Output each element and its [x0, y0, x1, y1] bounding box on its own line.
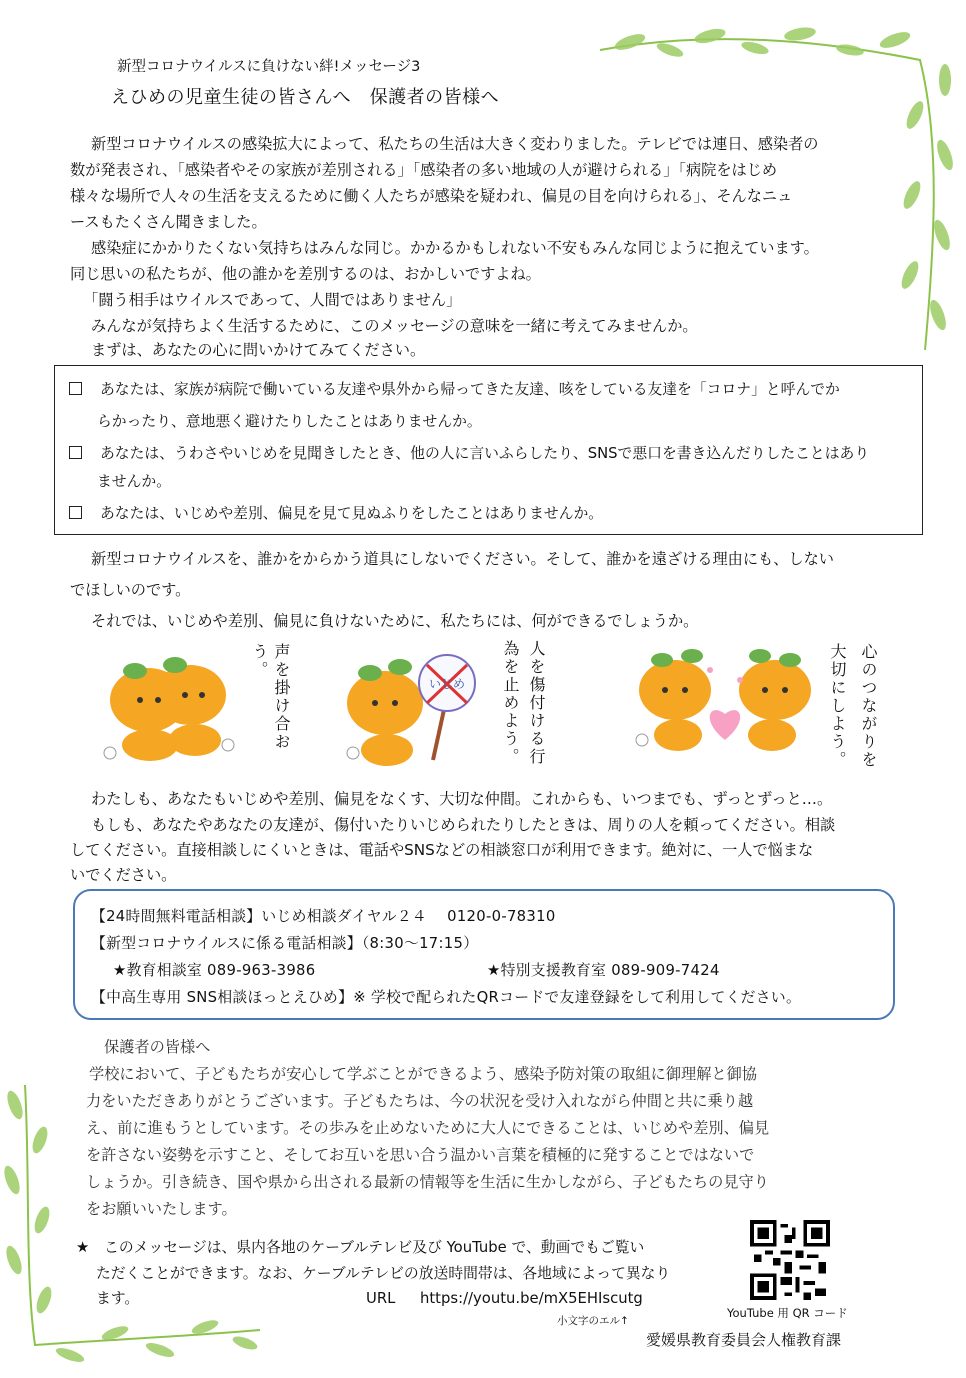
contact-sns: 【中高生専用 SNS相談ほっとえひめ】※ 学校で配られたQRコードで友達登録をして利用してください。 [91, 989, 802, 1006]
mascot-comfort-illustration [90, 645, 240, 765]
intro-line: まずは、あなたの心に問いかけてみてください。 [91, 341, 426, 359]
url-label: URL [366, 1290, 396, 1307]
mascot-stop-bullying-illustration [335, 645, 485, 770]
action-text-heart-l1: 心のつながりを [859, 643, 878, 769]
question-1-continued: らかったり、意地悪く避けたりしたことはありませんか。 [97, 413, 482, 430]
contact-education-counseling[interactable]: ★教育相談室 089-963-3986 [113, 962, 316, 979]
sign-label: いじめ [428, 677, 466, 691]
youtube-url-link[interactable]: https://youtu.be/mX5EHIscutg [420, 1290, 643, 1307]
parents-heading: 保護者の皆様へ [104, 1038, 211, 1056]
closing-line: もしも、あなたやあなたの友達が、傷付いたりいじめられたりしたときは、周りの人を頼ってください。相談 [91, 816, 836, 834]
contact-special-support[interactable]: ★特別支援教育室 089-909-7424 [487, 962, 720, 979]
checkbox-icon[interactable] [69, 446, 82, 459]
intro-line: ースもたくさん聞きました。 [70, 213, 267, 231]
qr-caption: YouTube 用 QR コード [727, 1306, 848, 1320]
self-check-box [54, 365, 923, 535]
action-text-speak: 声を掛け合おう。 [250, 643, 291, 751]
footer-note: ます。 [96, 1290, 140, 1307]
middle-line: でほしいのです。 [70, 581, 191, 599]
footer-note: ただくことができます。なお、ケーブルテレビの放送時間帯は、各地域によって異なり [96, 1265, 671, 1282]
question-1: あなたは、家族が病院で働いている友達や県外から帰ってきた友達、咳をしている友達を「コロナ」と呼んでか [69, 378, 840, 399]
action-text-stop-l2: 為を止めよう。 [501, 640, 520, 766]
checkbox-icon[interactable] [69, 506, 82, 519]
intro-line: 感染症にかかりたくない気持ちはみんな同じ。かかるかもしれない不安もみんな同じように抱えています。 [91, 239, 819, 257]
question-2: あなたは、うわさやいじめを見聞きしたとき、他の人に言いふらしたり、SNSで悪口を書き込んだりしたことはあり [69, 442, 869, 463]
middle-line: それでは、いじめや差別、偏見に負けないために、私たちには、何ができるでしょうか。 [91, 612, 699, 630]
action-text-stop-l1: 人を傷付ける行 [527, 640, 546, 766]
contact-info-box [73, 889, 895, 1020]
middle-line: 新型コロナウイルスを、誰かをからかう道具にしないでください。そして、誰かを遠ざける理由にも、しない [91, 550, 834, 568]
closing-line: わたしも、あなたもいじめや差別、偏見をなくす、大切な仲間。これからも、いつまでも、ずっとずっと…。 [91, 790, 833, 808]
checkbox-icon[interactable] [69, 382, 82, 395]
parents-line: しょうか。引き続き、国や県から出される最新の情報等を生活に生かしながら、子どもたちの見守り [86, 1173, 769, 1191]
intro-line: 数が発表され、「感染者やその家族が差別される」「感染者の多い地域の人が避けられる」「病院をはじめ [70, 161, 778, 179]
department-signature: 愛媛県教育委員会人権教育課 [646, 1331, 842, 1349]
contact-hotline-24h[interactable]: 【24時間無料電話相談】いじめ相談ダイヤル２４ 0120-0-78310 [91, 908, 556, 925]
closing-line: いでください。 [70, 866, 177, 884]
intro-line: 「闘う相手はウイルスであって、人間ではありません」 [83, 291, 462, 309]
intro-line: 同じ思いの私たちが、他の誰かを差別するのは、おかしいですよね。 [70, 265, 541, 283]
message-kicker: 新型コロナウイルスに負けない絆!メッセージ3 [117, 59, 421, 75]
page-title: えひめの児童生徒の皆さんへ 保護者の皆様へ [111, 87, 500, 108]
question-2-continued: ませんか。 [97, 473, 171, 490]
parents-line: え、前に進もうとしています。その歩みを止めないために大人にできることは、いじめや差別、偏見 [86, 1119, 770, 1137]
intro-line: 新型コロナウイルスの感染拡大によって、私たちの生活は大きく変わりました。テレビでは連日、感染者の [91, 135, 819, 153]
intro-line: みんなが気持ちよく生活するために、このメッセージの意味を一緒に考えてみませんか。 [91, 317, 698, 335]
footer-note: ★ このメッセージは、県内各地のケーブルテレビ及び YouTube で、動画でもご覧い [76, 1239, 645, 1256]
parents-line: 学校において、子どもたちが安心して学ぶことができるよう、感染予防対策の取組に御理解と御協 [89, 1065, 757, 1083]
parents-line: をお願いいたします。 [86, 1200, 237, 1218]
action-text-heart-l2: 大切にしよう。 [828, 643, 847, 769]
contact-covid-line: 【新型コロナウイルスに係る電話相談】（8:30～17:15） [91, 935, 479, 952]
closing-line: してください。直接相談しにくいときは、電話やSNSなどの相談窓口が利用できます。絶対に、一人で悩まな [70, 841, 814, 859]
qr-code-image[interactable] [750, 1220, 830, 1300]
url-hint: 小文字のエル↑ [557, 1315, 629, 1327]
parents-line: 力をいただきありがとうございます。子どもたちは、今の状況を受け入れながら仲間と共に乗り越 [86, 1092, 754, 1110]
parents-line: を許さない姿勢を示すこと、そしてお互いを思い合う温かい言葉を積極的に発することではないで [86, 1146, 755, 1164]
intro-line: 様々な場所で人々の生活を支えるために働く人たちが感染を疑われ、偏見の目を向けられる」、そんなニュ [70, 187, 793, 205]
mascot-heart-illustration [630, 640, 820, 760]
question-3: あなたは、いじめや差別、偏見を見て見ぬふりをしたことはありませんか。 [69, 502, 603, 523]
